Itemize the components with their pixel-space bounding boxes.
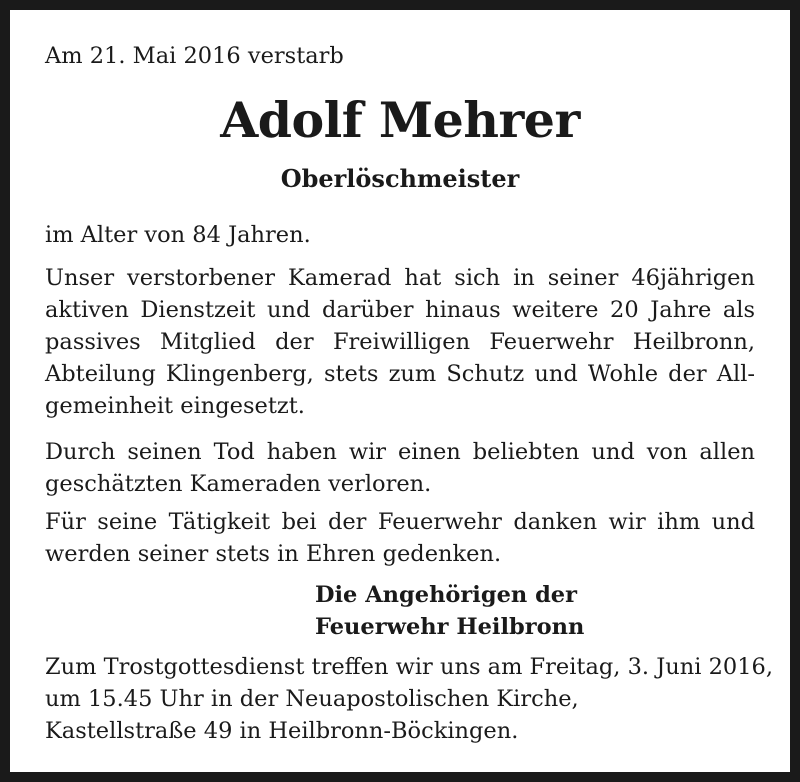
service-line: Zum Trostgottesdienst treffen wir uns am Freitag, 3. Juni 2016,: [45, 654, 773, 680]
paragraph1-line: Abteilung Klingenberg, stets zum Schutz und Wohle der All-: [45, 361, 755, 387]
paragraph2-line: geschätzten Kameraden verloren.: [45, 471, 432, 497]
paragraph1-line: passives Mitglied der Freiwilligen Feuerwehr Heilbronn,: [45, 329, 755, 355]
paragraph3-line: Für seine Tätigkeit bei der Feuerwehr danken wir ihm und: [45, 509, 755, 535]
paragraph3-line: werden seiner stets in Ehren gedenken.: [45, 541, 502, 567]
paragraph2-line: Durch seinen Tod haben wir einen beliebten und von allen: [45, 439, 755, 465]
deceased-name: Adolf Mehrer: [220, 91, 580, 149]
age-line: im Alter von 84 Jahren.: [45, 222, 311, 248]
service-line: Kastellstraße 49 in Heilbronn-Böckingen.: [45, 718, 519, 744]
rank-title: Oberlöschmeister: [280, 164, 520, 193]
signature-line: Die Angehörigen der: [315, 582, 577, 608]
service-line: um 15.45 Uhr in der Neuapostolischen Kirche,: [45, 686, 579, 712]
paragraph1-line: aktiven Dienstzeit und darüber hinaus weitere 20 Jahre als: [45, 297, 755, 323]
signature-line: Feuerwehr Heilbronn: [315, 614, 585, 640]
intro-line: Am 21. Mai 2016 verstarb: [45, 43, 344, 69]
paragraph1-line: Unser verstorbener Kamerad hat sich in seiner 46jährigen: [45, 265, 755, 291]
paragraph1-line: gemeinheit eingesetzt.: [45, 393, 305, 419]
